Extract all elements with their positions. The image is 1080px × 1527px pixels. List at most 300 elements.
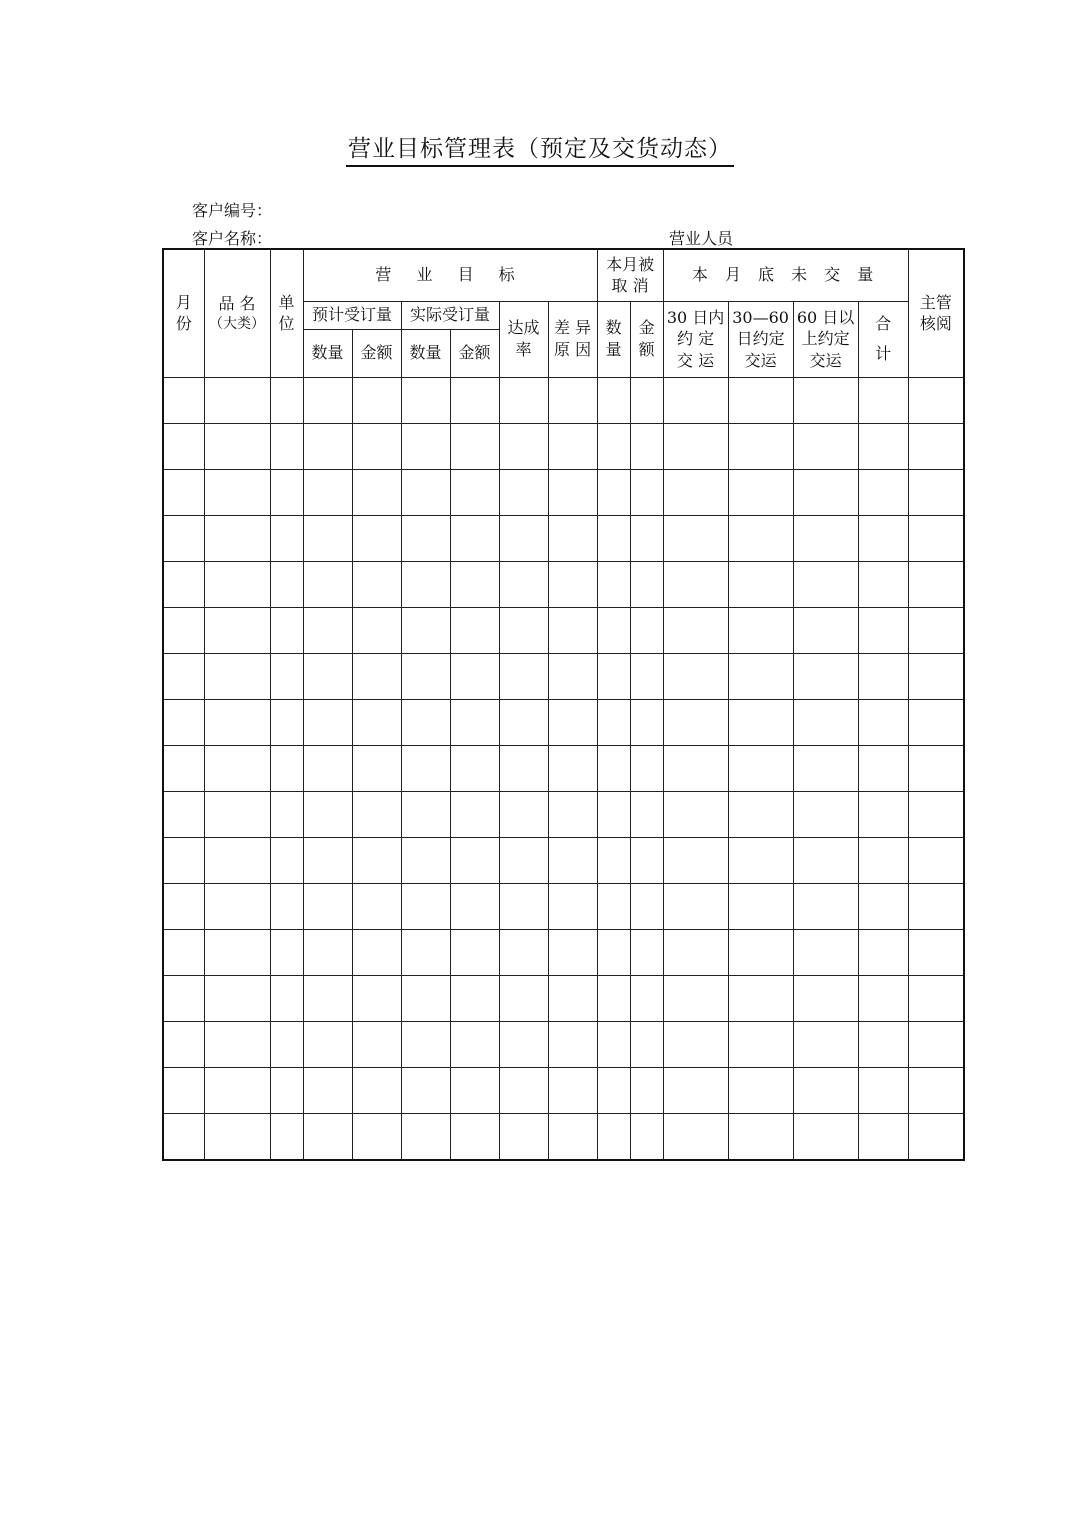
table-cell[interactable] [499,745,548,791]
table-cell[interactable] [597,791,630,837]
table-cell[interactable] [303,975,352,1021]
table-cell[interactable] [303,791,352,837]
table-cell[interactable] [499,1067,548,1113]
table-cell[interactable] [908,515,964,561]
table-cell[interactable] [858,515,908,561]
table-cell[interactable] [630,561,663,607]
header-review: 主管 核阅 [908,249,964,377]
table-cell[interactable] [793,1021,858,1067]
table-cell[interactable] [352,745,401,791]
table-cell[interactable] [908,653,964,699]
table-cell[interactable] [630,423,663,469]
table-cell[interactable] [450,883,499,929]
table-cell[interactable] [597,607,630,653]
table-cell[interactable] [630,791,663,837]
table-cell[interactable] [204,699,270,745]
table-cell[interactable] [499,1113,548,1160]
table-cell[interactable] [663,561,728,607]
table-cell[interactable] [163,423,204,469]
table-cell[interactable] [499,561,548,607]
table-cell[interactable] [270,1021,303,1067]
table-cell[interactable] [858,699,908,745]
table-cell[interactable] [728,745,793,791]
table-cell[interactable] [597,653,630,699]
table-cell[interactable] [728,469,793,515]
table-cell[interactable] [401,1113,450,1160]
table-cell[interactable] [163,607,204,653]
table-cell[interactable] [401,653,450,699]
table-cell[interactable] [303,1113,352,1160]
table-row [163,515,964,561]
header-actual-orders: 实际受订量 [401,301,499,329]
table-cell[interactable] [908,883,964,929]
table-cell[interactable] [450,653,499,699]
table-cell[interactable] [858,929,908,975]
table-cell[interactable] [204,837,270,883]
table-cell[interactable] [352,883,401,929]
table-cell[interactable] [858,883,908,929]
table-cell[interactable] [548,883,597,929]
table-cell[interactable] [499,929,548,975]
table-cell[interactable] [630,975,663,1021]
header-within-30-days: 30 日内 约 定 交 运 [663,301,728,377]
table-cell[interactable] [163,1067,204,1113]
table-cell[interactable] [663,1113,728,1160]
table-cell[interactable] [303,1021,352,1067]
table-cell[interactable] [204,561,270,607]
table-cell[interactable] [450,791,499,837]
table-cell[interactable] [793,653,858,699]
table-cell[interactable] [450,699,499,745]
table-cell[interactable] [303,469,352,515]
table-cell[interactable] [858,423,908,469]
table-cell[interactable] [793,745,858,791]
table-cell[interactable] [793,607,858,653]
table-cell[interactable] [548,469,597,515]
table-cell[interactable] [352,975,401,1021]
header-total: 合 计 [858,301,908,377]
table-cell[interactable] [163,837,204,883]
table-cell[interactable] [630,653,663,699]
table-cell[interactable] [908,469,964,515]
table-cell[interactable] [352,469,401,515]
table-cell[interactable] [793,791,858,837]
table-cell[interactable] [270,791,303,837]
table-row [163,377,964,423]
table-cell[interactable] [630,1021,663,1067]
table-cell[interactable] [163,561,204,607]
table-cell[interactable] [401,1067,450,1113]
table-cell[interactable] [303,745,352,791]
table-cell[interactable] [728,423,793,469]
table-cell[interactable] [728,653,793,699]
table-cell[interactable] [728,929,793,975]
table-cell[interactable] [630,837,663,883]
table-cell[interactable] [663,883,728,929]
table-cell[interactable] [450,929,499,975]
table-cell[interactable] [663,515,728,561]
table-cell[interactable] [401,837,450,883]
table-cell[interactable] [204,929,270,975]
table-cell[interactable] [270,423,303,469]
table-cell[interactable] [597,975,630,1021]
table-cell[interactable] [270,1113,303,1160]
table-cell[interactable] [663,423,728,469]
table-cell[interactable] [499,975,548,1021]
table-row [163,975,964,1021]
table-cell[interactable] [548,1021,597,1067]
header-row-1 [163,249,964,301]
table-cell[interactable] [303,883,352,929]
table-cell[interactable] [270,883,303,929]
table-cell[interactable] [793,515,858,561]
table-cell[interactable] [401,561,450,607]
table-cell[interactable] [728,561,793,607]
table-cell[interactable] [630,699,663,745]
table-cell[interactable] [728,791,793,837]
table-cell[interactable] [793,929,858,975]
table-cell[interactable] [401,607,450,653]
table-cell[interactable] [450,837,499,883]
table-cell[interactable] [401,975,450,1021]
table-cell[interactable] [548,699,597,745]
table-cell[interactable] [793,469,858,515]
table-cell[interactable] [630,469,663,515]
table-cell[interactable] [908,837,964,883]
table-cell[interactable] [163,515,204,561]
table-cell[interactable] [499,883,548,929]
header-unit: 单 位 [270,249,303,377]
table-cell[interactable] [401,377,450,423]
table-cell[interactable] [728,515,793,561]
header-actual-qty: 数量 [401,329,450,377]
table-cell[interactable] [728,837,793,883]
table-cell[interactable] [499,837,548,883]
table-cell[interactable] [908,1113,964,1160]
table-cell[interactable] [548,745,597,791]
table-cell[interactable] [352,1021,401,1067]
table-cell[interactable] [450,975,499,1021]
table-cell[interactable] [352,515,401,561]
table-cell[interactable] [793,699,858,745]
header-undelivered: 本 月 底 未 交 量 [663,249,908,301]
table-cell[interactable] [204,469,270,515]
table-cell[interactable] [597,561,630,607]
table-cell[interactable] [728,1113,793,1160]
table-cell[interactable] [597,377,630,423]
table-cell[interactable] [728,699,793,745]
table-cell[interactable] [270,1067,303,1113]
table-cell[interactable] [548,1113,597,1160]
table-cell[interactable] [401,699,450,745]
table-cell[interactable] [548,607,597,653]
table-cell[interactable] [450,423,499,469]
table-cell[interactable] [270,975,303,1021]
table-cell[interactable] [499,607,548,653]
table-cell[interactable] [858,1021,908,1067]
table-cell[interactable] [352,699,401,745]
table-cell[interactable] [663,699,728,745]
table-cell[interactable] [793,561,858,607]
table-cell[interactable] [450,607,499,653]
table-cell[interactable] [450,515,499,561]
table-cell[interactable] [630,607,663,653]
table-cell[interactable] [303,561,352,607]
table-cell[interactable] [401,1021,450,1067]
table-cell[interactable] [858,975,908,1021]
table-row [163,883,964,929]
table-cell[interactable] [793,1113,858,1160]
table-cell[interactable] [204,1021,270,1067]
table-cell[interactable] [597,1113,630,1160]
table-cell[interactable] [204,377,270,423]
table-cell[interactable] [908,1067,964,1113]
table-cell[interactable] [548,837,597,883]
table-cell[interactable] [352,791,401,837]
table-cell[interactable] [499,515,548,561]
table-cell[interactable] [548,791,597,837]
table-cell[interactable] [270,745,303,791]
table-cell[interactable] [303,837,352,883]
table-cell[interactable] [163,699,204,745]
table-cell[interactable] [663,377,728,423]
table-cell[interactable] [450,1067,499,1113]
table-cell[interactable] [858,469,908,515]
table-cell[interactable] [908,1021,964,1067]
table-cell[interactable] [728,883,793,929]
table-cell[interactable] [908,699,964,745]
table-cell[interactable] [663,791,728,837]
table-cell[interactable] [630,515,663,561]
table-cell[interactable] [597,515,630,561]
table-cell[interactable] [401,883,450,929]
table-cell[interactable] [630,1113,663,1160]
table-cell[interactable] [858,837,908,883]
table-cell[interactable] [303,377,352,423]
table-cell[interactable] [793,837,858,883]
table-cell[interactable] [450,377,499,423]
table-cell[interactable] [908,975,964,1021]
table-cell[interactable] [548,929,597,975]
table-cell[interactable] [303,699,352,745]
table-cell[interactable] [858,1067,908,1113]
table-cell[interactable] [858,377,908,423]
table-cell[interactable] [597,1021,630,1067]
table-cell[interactable] [204,791,270,837]
header-expected-amount: 金额 [352,329,401,377]
table-cell[interactable] [728,1021,793,1067]
table-cell[interactable] [663,837,728,883]
table-cell[interactable] [663,1067,728,1113]
table-cell[interactable] [728,1067,793,1113]
table-cell[interactable] [663,745,728,791]
table-cell[interactable] [663,1021,728,1067]
table-cell[interactable] [663,929,728,975]
table-cell[interactable] [663,469,728,515]
table-cell[interactable] [163,791,204,837]
table-cell[interactable] [163,883,204,929]
table-cell[interactable] [793,975,858,1021]
table-cell[interactable] [204,745,270,791]
table-cell[interactable] [204,653,270,699]
table-cell[interactable] [548,975,597,1021]
table-cell[interactable] [204,883,270,929]
table-cell[interactable] [548,377,597,423]
table-cell[interactable] [499,699,548,745]
table-cell[interactable] [163,377,204,423]
table-row [163,929,964,975]
table-row [163,1113,964,1160]
table-cell[interactable] [793,1067,858,1113]
table-cell[interactable] [663,653,728,699]
table-cell[interactable] [352,929,401,975]
table-cell[interactable] [630,883,663,929]
table-cell[interactable] [597,699,630,745]
table-cell[interactable] [163,653,204,699]
table-cell[interactable] [303,515,352,561]
table-cell[interactable] [204,423,270,469]
header-sales-target: 营 业 目 标 [303,249,597,301]
table-cell[interactable] [908,561,964,607]
header-cancel-qty: 数 量 [597,301,630,377]
table-cell[interactable] [352,837,401,883]
table-cell[interactable] [597,745,630,791]
table-cell[interactable] [270,469,303,515]
table-cell[interactable] [270,515,303,561]
table-cell[interactable] [630,745,663,791]
table-cell[interactable] [270,607,303,653]
table-cell[interactable] [597,423,630,469]
table-cell[interactable] [663,607,728,653]
header-cancel-amount: 金 额 [630,301,663,377]
table-cell[interactable] [163,745,204,791]
table-cell[interactable] [204,975,270,1021]
table-cell[interactable] [450,469,499,515]
table-cell[interactable] [270,653,303,699]
table-cell[interactable] [450,1113,499,1160]
table-cell[interactable] [728,975,793,1021]
table-cell[interactable] [352,607,401,653]
table-cell[interactable] [204,1067,270,1113]
table-cell[interactable] [793,883,858,929]
table-cell[interactable] [401,469,450,515]
table-cell[interactable] [597,883,630,929]
document-title: 营业目标管理表（预定及交货动态） [0,130,1080,163]
table-cell[interactable] [793,423,858,469]
table-cell[interactable] [352,561,401,607]
table-cell[interactable] [630,377,663,423]
table-cell[interactable] [908,791,964,837]
table-cell[interactable] [499,377,548,423]
table-cell[interactable] [858,561,908,607]
table-cell[interactable] [597,837,630,883]
table-row [163,469,964,515]
table-cell[interactable] [663,975,728,1021]
table-cell[interactable] [401,423,450,469]
table-cell[interactable] [401,791,450,837]
table-cell[interactable] [597,469,630,515]
table-cell[interactable] [728,377,793,423]
table-cell[interactable] [858,653,908,699]
table-cell[interactable] [163,975,204,1021]
table-cell[interactable] [270,837,303,883]
table-cell[interactable] [352,1067,401,1113]
table-cell[interactable] [163,469,204,515]
table-cell[interactable] [303,423,352,469]
table-cell[interactable] [499,791,548,837]
table-cell[interactable] [204,515,270,561]
table-cell[interactable] [352,1113,401,1160]
table-cell[interactable] [450,1021,499,1067]
table-row [163,1067,964,1113]
customer-name-label: 客户名称： [192,229,273,248]
table-cell[interactable] [352,653,401,699]
table-cell[interactable] [204,1113,270,1160]
table-cell[interactable] [163,929,204,975]
table-cell[interactable] [352,423,401,469]
table-cell[interactable] [204,607,270,653]
table-cell[interactable] [548,515,597,561]
table-cell[interactable] [450,561,499,607]
table-cell[interactable] [858,791,908,837]
table-cell[interactable] [450,745,499,791]
table-cell[interactable] [270,377,303,423]
header-over-60-days: 60 日以 上约定 交运 [793,301,858,377]
table-cell[interactable] [499,469,548,515]
table-cell[interactable] [630,929,663,975]
table-cell[interactable] [352,377,401,423]
table-cell[interactable] [548,423,597,469]
table-cell[interactable] [858,745,908,791]
table-cell[interactable] [163,1021,204,1067]
table-cell[interactable] [499,423,548,469]
table-cell[interactable] [597,1067,630,1113]
table-cell[interactable] [858,607,908,653]
table-cell[interactable] [270,561,303,607]
table-cell[interactable] [401,745,450,791]
table-cell[interactable] [270,699,303,745]
table-row [163,837,964,883]
table-cell[interactable] [908,607,964,653]
table-cell[interactable] [303,653,352,699]
table-cell[interactable] [270,929,303,975]
table-cell[interactable] [548,561,597,607]
table-row [163,561,964,607]
table-cell[interactable] [908,377,964,423]
table-cell[interactable] [303,607,352,653]
salesperson-label: 营业人员 [669,229,734,248]
table-cell[interactable] [630,1067,663,1113]
table-cell[interactable] [499,1021,548,1067]
table-cell[interactable] [401,929,450,975]
table-cell[interactable] [728,607,793,653]
table-cell[interactable] [908,423,964,469]
table-cell[interactable] [499,653,548,699]
table-cell[interactable] [908,745,964,791]
table-cell[interactable] [908,929,964,975]
table-cell[interactable] [548,1067,597,1113]
table-cell[interactable] [597,929,630,975]
table-cell[interactable] [303,929,352,975]
table-cell[interactable] [793,377,858,423]
table-cell[interactable] [548,653,597,699]
table-cell[interactable] [401,515,450,561]
table-row [163,653,964,699]
table-cell[interactable] [163,1113,204,1160]
table-cell[interactable] [858,1113,908,1160]
table-row [163,791,964,837]
table-cell[interactable] [303,1067,352,1113]
